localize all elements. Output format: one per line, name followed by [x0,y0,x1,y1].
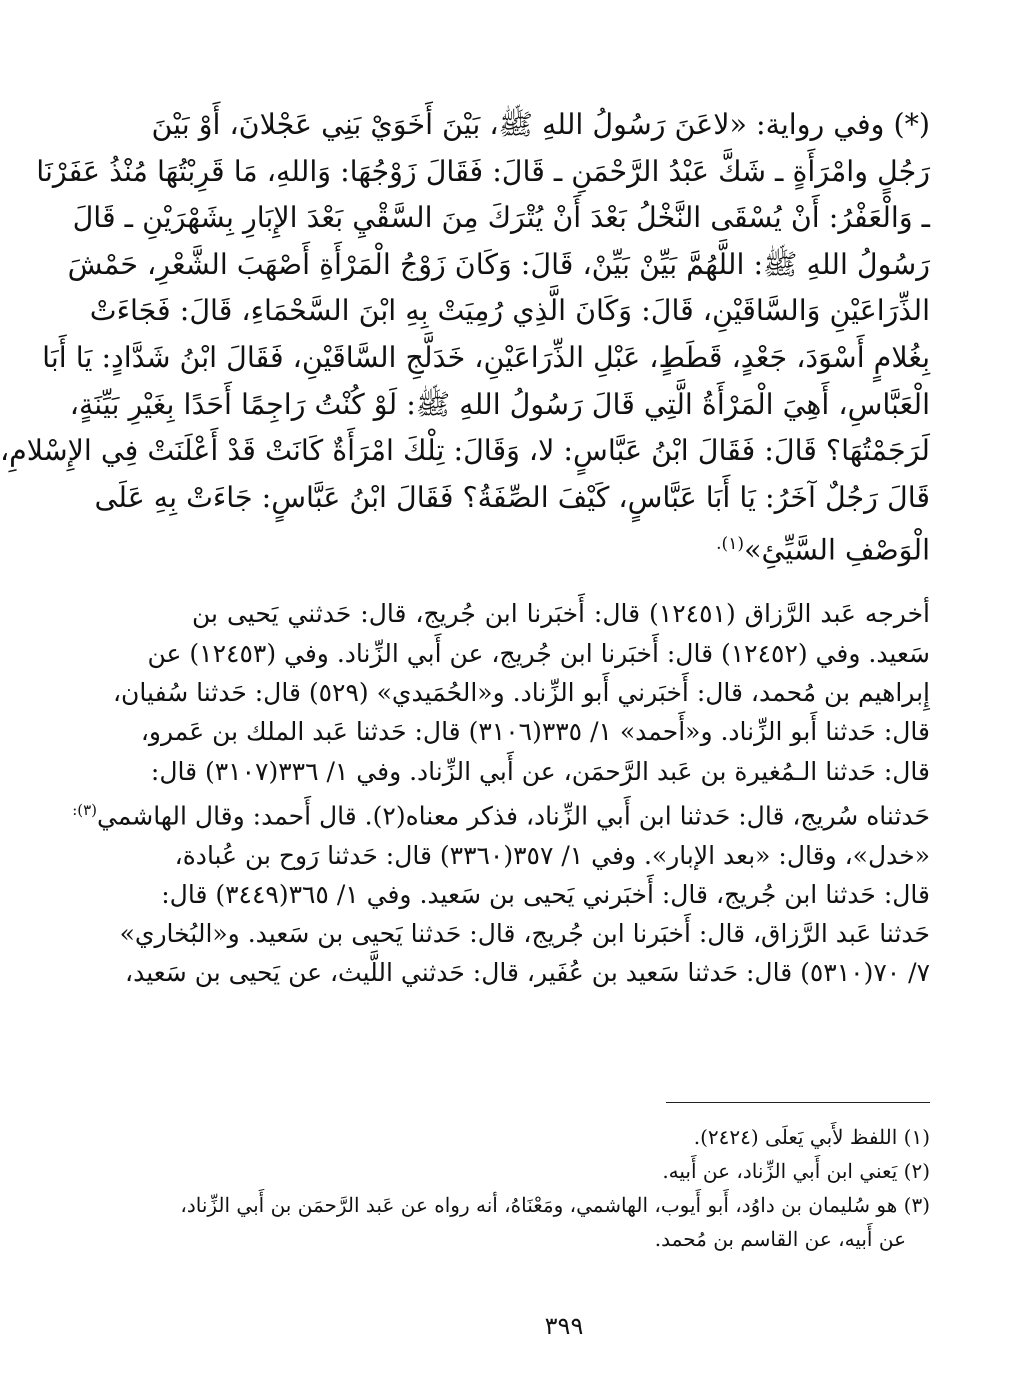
footnote-1: (١) اللفظ لأَبي يَعلَى (٢٤٢٤). [693,1125,930,1149]
hadith-line: رَجُلٍ وامْرَأَةٍ ـ شَكَّ عَبْدُ الرَّحْمَنِ ـ قَالَ: فَقَالَ زَوْجُهَا: وَاللهِ، مَا قَرِبْتُهَا مُنْذُ عَفَرْنَا [36,154,930,188]
hadith-line: الْعَبَّاسِ، أَهِيَ الْمَرْأَةُ الَّتِي قَالَ رَسُولُ اللهِ ﷺ: لَوْ كُنْتُ رَاجِمًا أَحَدًا بِغَيْرِ بَيِّنَةٍ، [69,387,930,421]
hadith-line: قَالَ رَجُلٌ آخَرُ: يَا أَبَا عَبَّاسٍ، كَيْفَ الصِّفَةُ؟ فَقَالَ ابْنُ عَبَّاسٍ: جَاءَتْ بِهِ عَلَى [94,480,930,514]
hadith-last-text: الْوَصْفِ السَّيِّئِ» [744,533,930,567]
hadith-line: بِغُلامٍ أَسْوَدَ، جَعْدٍ، قَطَطٍ، عَبْلِ الذِّرَاعَيْنِ، خَدَلَّجِ السَّاقَيْنِ، فَقَالَ ابْنُ شَدَّادٍ: يَا أَبَا [42,340,930,374]
footnote-2: (٢) يَعني ابن أَبي الزِّناد، عن أَبيه. [662,1159,930,1183]
takhrij-line-text: حَدثناه سُريج، قال: حَدثنا ابن أَبي الزِّناد، فذكر معناه(٢). قال أَحمد: وقال الهاشمي [97,801,930,831]
takhrij-line: سَعيد. وفي (١٢٤٥٢) قال: أَخبَرنا ابن جُريج، عن أَبي الزِّناد. وفي (١٢٤٥٣) عن [147,638,930,668]
takhrij-line: قال: حَدثنا أَبو الزِّناد. و«أَحمد» ١/ ٣٣٥(٣١٠٦) قال: حَدثنا عَبد الملك بن عَمرو، [140,717,930,747]
takhrij-line: قال: حَدثنا الـمُغيرة بن عَبد الرَّحمَن، عن أَبي الزِّناد. وفي ١/ ٣٣٦(٣١٠٧) قال: [150,756,930,786]
footnote-ref-1: (١). [716,534,745,555]
takhrij-line: أخرجه عَبد الرَّزاق (١٢٤٥١) قال: أَخبَرنا ابن جُريج، قال: حَدثني يَحيى بن [192,599,930,629]
footnote-3-continued: عن أَبيه، عن القاسم بن مُحمد. [654,1227,906,1251]
takhrij-line: حَدثنا عَبد الرَّزاق، قال: أَخبَرنا ابن جُريج، قال: حَدثنا يَحيى بن سَعيد. و«البُخاري» [119,919,930,949]
hadith-line-last [192,521,930,574]
hadith-text [0,102,930,574]
takhrij-line-with-ref [72,791,930,836]
hadith-line: ـ وَالْعَفْرُ: أَنْ يُسْقَى النَّخْلُ بَعْدَ أَنْ يُتْرَكَ مِنَ السَّقْيِ بَعْدَ الإِبَارِ بِشَهْرَيْنِ ـ قَالَ [72,201,930,235]
footnote-ref-3: (٣): [72,800,98,819]
hadith-line: (*) وفي رواية: «لاعَنَ رَسُولُ اللهِ ﷺ، بَيْنَ أَخَوَيْ بَنِي عَجْلانَ، أَوْ بَيْنَ [151,108,930,141]
takhrij-line: ٧/ ٧٠(٥٣١٠) قال: حَدثنا سَعيد بن عُفَير، قال: حَدثني اللَّيث، عن يَحيى بن سَعيد، [125,958,930,988]
takhrij-text [72,594,930,992]
takhrij-line: قال: حَدثنا ابن جُريج، قال: أَخبَرني يَحيى بن سَعيد. وفي ١/ ٣٦٥(٣٤٤٩) قال: [161,879,930,909]
takhrij-line: «خدل»، وقال: «بعد الإبار». وفي ١/ ٣٥٧(٣٣٦٠) قال: حَدثنا رَوح بن عُبادة، [174,840,930,870]
hadith-line: رَسُولُ اللهِ ﷺ: اللَّهُمَّ بَيِّنْ بَيِّنْ، قَالَ: وَكَانَ زَوْجُ الْمَرْأَةِ أَصْهَبَ الشَّعْرِ، حَمْشَ [67,247,930,281]
footnotes [180,1120,930,1256]
hadith-line: الذِّرَاعَيْنِ وَالسَّاقَيْنِ، قَالَ: وَكَانَ الَّذِي رُمِيَتْ بِهِ ابْنَ السَّحْمَاءِ، قَالَ: فَجَاءَتْ [89,294,930,328]
page-body [0,102,930,993]
page-number: ٣٩٩ [544,1312,584,1340]
hadith-line: لَرَجَمْتُهَا؟ قَالَ: فَقَالَ ابْنُ عَبَّاسٍ: لا، وَقَالَ: تِلْكَ امْرَأَةٌ كَانَتْ قَدْ أَعْلَنَتْ فِي الإِسْلامِ، [0,434,930,468]
takhrij-line: إِبراهيم بن مُحمد، قال: أَخبَرني أَبو الزِّناد. و«الحُمَيدي» (٥٢٩) قال: حَدثنا سُفيان، [112,678,930,708]
footnote-3: (٣) هو سُليمان بن داوُد، أَبو أَيوب، الهاشمي، ومَعْنَاهُ، أنه رواه عن عَبد الرَّحمَن بن أَبي الزِّناد، [180,1193,930,1217]
footnote-divider [666,1102,930,1103]
